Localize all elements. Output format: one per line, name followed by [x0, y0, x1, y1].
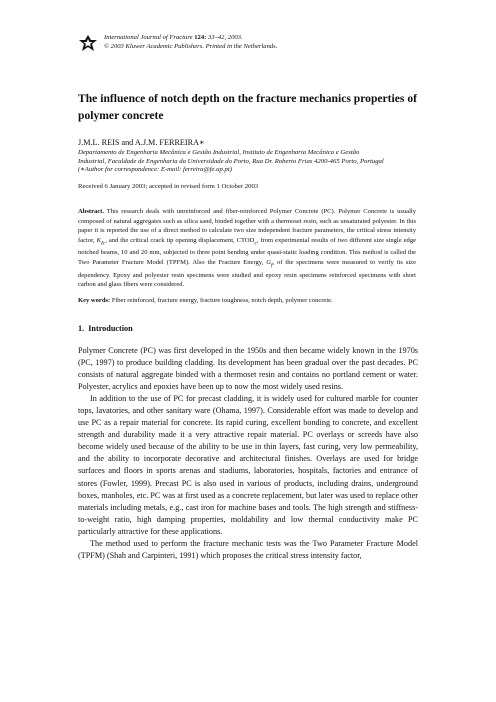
journal-name: International Journal of Fracture	[104, 34, 193, 41]
correspondence-line: (∗Author for correspondence: E-mail: ferreira@fe.up.pt)	[78, 166, 232, 174]
introduction-body	[78, 345, 418, 562]
paragraph-1: Polymer Concrete (PC) was first developed in the 1950s and then became widely known in the 1970s (PC, 1997) to produce building cladding. Its development has been gradual over the past decades. PC consists of natural aggregate binded with a thermoset resin and contains no portland cement or water. Polyester, acrylics and epoxies have been up to now the most widely used resins.	[78, 346, 418, 392]
abstract-label: Abstract.	[78, 208, 104, 215]
keywords-text: Fiber reinforced, fracture energy, fracture toughness, notch depth, polymer concrete.	[111, 297, 333, 304]
affiliation-line-2: Industrial, Faculdade de Engenharia da Universidade do Porto, Rua Dr. Roberto Frias 4200-465 Porto, Portugal	[78, 157, 384, 165]
section-title: Introduction	[88, 324, 133, 333]
journal-header	[78, 34, 438, 56]
journal-citation	[104, 34, 277, 51]
abstract-text-2: , and the critical crack tip opening displacement, CTOD	[105, 236, 255, 244]
author-affiliation	[78, 149, 438, 175]
paper-authors: J.M.L. REIS and A.J.M. FERREIRA∗	[78, 138, 205, 147]
journal-line-1	[104, 34, 277, 43]
publisher-logo-icon	[78, 34, 98, 52]
ctod-subscript: c	[254, 239, 257, 246]
abstract-text-3: , from experimental results of two different size single edge notched beams, 10 and 20 mm, subjected to three point bending under quasi-static loading condition. This method is called the Two Parameter Fracture Model (TPFM). Also the Fracture Energy,	[78, 236, 416, 267]
abstract-text-1: This research deals with unreinforced and fiber-reinforced Polymer Concrete (PC). Polymer Concrete is usually composed of natural aggregates such as silica sand, binded together with a thermoset resin, such as unsaturated polyester. In this paper it is reported the use of a direct method to calculate two size independent fracture parameters, the critical stress intensity factor,	[78, 208, 416, 244]
g-subscript: f	[270, 262, 273, 269]
journal-copyright: © 2003 Kluwer Academic Publishers. Printed in the Netherlands.	[104, 42, 278, 50]
paragraph-3: The method used to perform the fracture mechanic tests was the Two Parameter Fracture Model (TPFM) (Shah and Carpinteri, 1991) which proposes the critical stress intensity factor,	[78, 538, 418, 560]
paragraph-2: In addition to the use of PC for precast cladding, it is widely used for cultured marble for counter tops, lavatories, and other sanitary ware (Ohama, 1997). Considerable effort was made to develop and use PC as a repair material for concrete. Its rapid curing, excellent bonding to concrete, and excellent strength and durability made it a very attractive repair material. PC overlays or screeds have also become widely used because of the ability to be use in thin layers, fast curing, very low permeability, and the ability to incorporate decorative and architectural finishes. Overlays are used for bridge surfaces and floors in sports arenas and stadiums, laboratories, hospitals, factories and entrance of stores (Fowler, 1999). Precast PC is also used in various of products, including drains, underground boxes, manholes, etc. PC was at first used as a concrete replacement, but later was used to replace other materials including metals, e.g., cast iron for machine bases and tools. The high strength and stiffness-to-weight ratio, high damping properties, moldability and low thermal conductivity make PC particularly attractive for these applications.	[78, 394, 418, 536]
keywords	[78, 296, 416, 305]
section-number: 1.	[78, 324, 85, 333]
paper-title: The influence of notch depth on the fracture mechanics properties of polymer concrete	[78, 92, 417, 122]
k-symbol: K	[96, 236, 101, 244]
affiliation-line-1: Departamento de Engenharia Mecânica e Gestão Industrial, Instituto de Engenharia Mecânica e Gestão	[78, 149, 360, 156]
keywords-label: Key words:	[78, 297, 111, 304]
received-dates: Received 6 January 2003; accepted in revised form 1 October 2003	[78, 183, 259, 190]
g-symbol: G	[266, 259, 271, 267]
abstract-text-4: , of the specimens were measured to verify its size dependency. Epoxy and polyester resin specimens were studied and epoxy resin specimens reinforced specimens with short carbon and glass fibers were considered.	[78, 259, 416, 289]
section-heading-introduction	[78, 324, 133, 333]
journal-pages: 33–42, 2003.	[207, 34, 243, 41]
k-subscript: Ic	[101, 239, 106, 246]
abstract	[78, 207, 416, 290]
journal-volume: 124:	[194, 34, 207, 41]
